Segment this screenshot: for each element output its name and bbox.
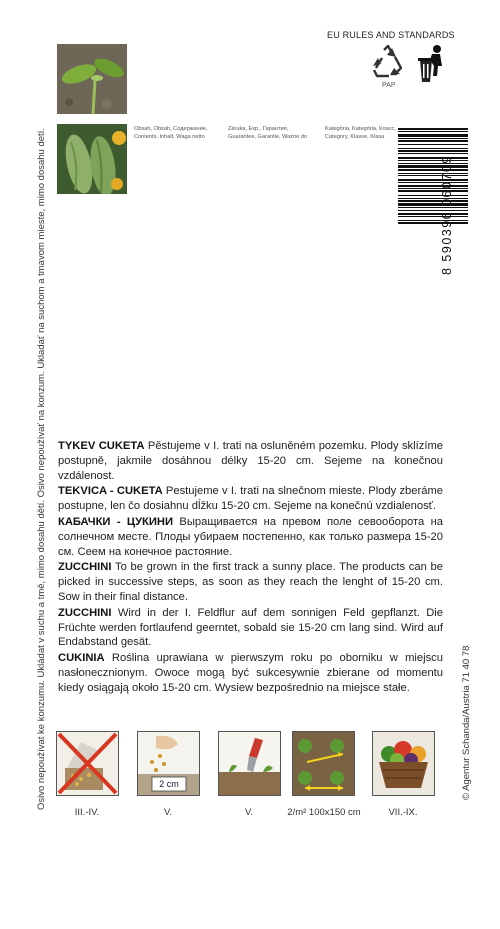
step-label: V.: [163, 807, 173, 818]
barcode-bar: [398, 153, 468, 154]
legend-guarantee: [228, 126, 307, 141]
barcode-bar: [398, 165, 468, 168]
zucchini-photo: [57, 124, 127, 194]
barcode-bar: [398, 198, 468, 199]
eu-rules-heading: EU RULES AND STANDARDS: [327, 30, 455, 40]
description-de: ZUCCHINI Wird in der I. Feldflur auf dem sonnigen Feld gepflanzt. Die Früchte werden fortlaufend geerntet, sobald sie 15-20 cm lang sind. Wird auf Endabstand gesät.: [58, 606, 443, 649]
barcode-bar: [398, 207, 468, 208]
spacing-icon: [292, 731, 355, 796]
barcode-bar: [398, 216, 468, 217]
harvest-basket-icon: [372, 731, 435, 796]
legend-guarantee-line: Guarantee, Garantie, Ważne do: [228, 133, 308, 140]
barcode-bar: [398, 200, 468, 202]
description-en: ZUCCHINI To be grown in the first track a sunny place. The products can be picked in successive steps, as soon as they reach the lenght of 15-20 cm. Sow in their final distance.: [58, 561, 443, 603]
description-sk: TEKVICA - CUKETA Pestujeme v I. trati na slnečnom mieste. Plody zberáme postupne, len čo dosiahnu dĺžku 15-20 cm. Sejeme na konečnú vzdialenosť.: [58, 485, 443, 513]
barcode-bar: [398, 175, 468, 176]
legend-category-line: Kategória, Kategória, Класс,: [325, 126, 396, 132]
barcode-bar: [398, 138, 468, 139]
barcode: [398, 128, 468, 266]
barcode-bar: [398, 182, 468, 183]
legend-guarantee-line: Záruka, Exp., Гарантия,: [228, 126, 289, 132]
barcode-bar: [398, 190, 468, 192]
barcode-bar: [398, 210, 468, 211]
barcode-bar: [398, 144, 468, 145]
barcode-bar: [398, 160, 468, 161]
step-label: III.-IV.: [74, 807, 100, 818]
legend-contents-line: Contents, Inhalt, Waga netto: [134, 133, 205, 140]
legend-contents: [134, 126, 207, 141]
planting-trowel-icon: [218, 731, 281, 796]
barcode-bar: [398, 188, 468, 189]
step-label: 2/m² 100x150 cm: [287, 807, 361, 818]
copyright-text: © Agentur Schanda/Austria 71 40 78: [461, 645, 472, 800]
barcode-bar: [398, 179, 468, 181]
barcode-bar: [398, 157, 468, 159]
description-ru: КАБАЧКИ - ЦУКИНИ Выращивается на превом поле севооборота на солнечном месте. Плоды убираем постепенно, как только размера 15-20 см. Сеем на конечное растояние.: [58, 515, 443, 558]
storage-instructions: Osivo nepoužívat ke konzumu. Ukládat v suchu a tmě, mimo dosahu dětí. Osivo nepoužívať na konzum. Ukladať na suchom a tmavom mieste, mimo dosahu detí.: [36, 128, 47, 810]
barcode-bar: [398, 131, 468, 132]
product-descriptions: [58, 439, 443, 697]
recycle-label: PAP: [382, 82, 396, 89]
description-cz: TYKEV CUKETA Pěstujeme v I. trati na osluněném pozemku. Plody sklízíme postupně, jakmile dosáhnou délky 15-20 cm. Sejeme na konečnou vzdálenost.: [58, 440, 443, 482]
barcode-bar: [398, 128, 468, 130]
step-label: VII.-IX.: [388, 807, 418, 818]
barcode-bar: [398, 148, 468, 149]
barcode-bar: [398, 213, 468, 215]
barcode-bar: [398, 134, 468, 137]
seedling-photo: [57, 44, 127, 114]
barcode-bar: [398, 163, 468, 164]
sowing-depth-badge: 2 cm: [159, 779, 179, 789]
description-pl: CUKINIA Roślina uprawiana w pierwszym roku po oborniku w miejscu nasłonecznionym. Owoce mogą być sukcesywnie zbierane od momentu kiedy osiągają około 15-20 cm. Wysiew bezpośrednio na miejsce stałe.: [58, 652, 443, 694]
step-label: V.: [244, 807, 254, 818]
barcode-bar: [398, 150, 468, 152]
sowing-seeds-icon: [137, 731, 200, 796]
waste-bin-icon: [414, 44, 450, 86]
barcode-bar: [398, 185, 468, 187]
barcode-bar: [398, 169, 468, 171]
recycle-icon: [370, 44, 406, 80]
legend-category-line: Category, Klasse, Klasa: [325, 133, 385, 140]
barcode-digits: 8 590396 060709: [440, 155, 454, 275]
barcode-bar: [398, 203, 468, 206]
barcode-bar: [398, 140, 468, 142]
indoor-sowing-crossed-icon: [56, 731, 119, 796]
legend-category: [325, 126, 396, 141]
barcode-bar: [398, 173, 468, 174]
legend-contents-line: Obsah, Obsah, Содержание,: [134, 126, 208, 132]
barcode-bar: [398, 220, 468, 221]
barcode-bar: [398, 222, 468, 224]
barcode-bar: [398, 195, 468, 196]
